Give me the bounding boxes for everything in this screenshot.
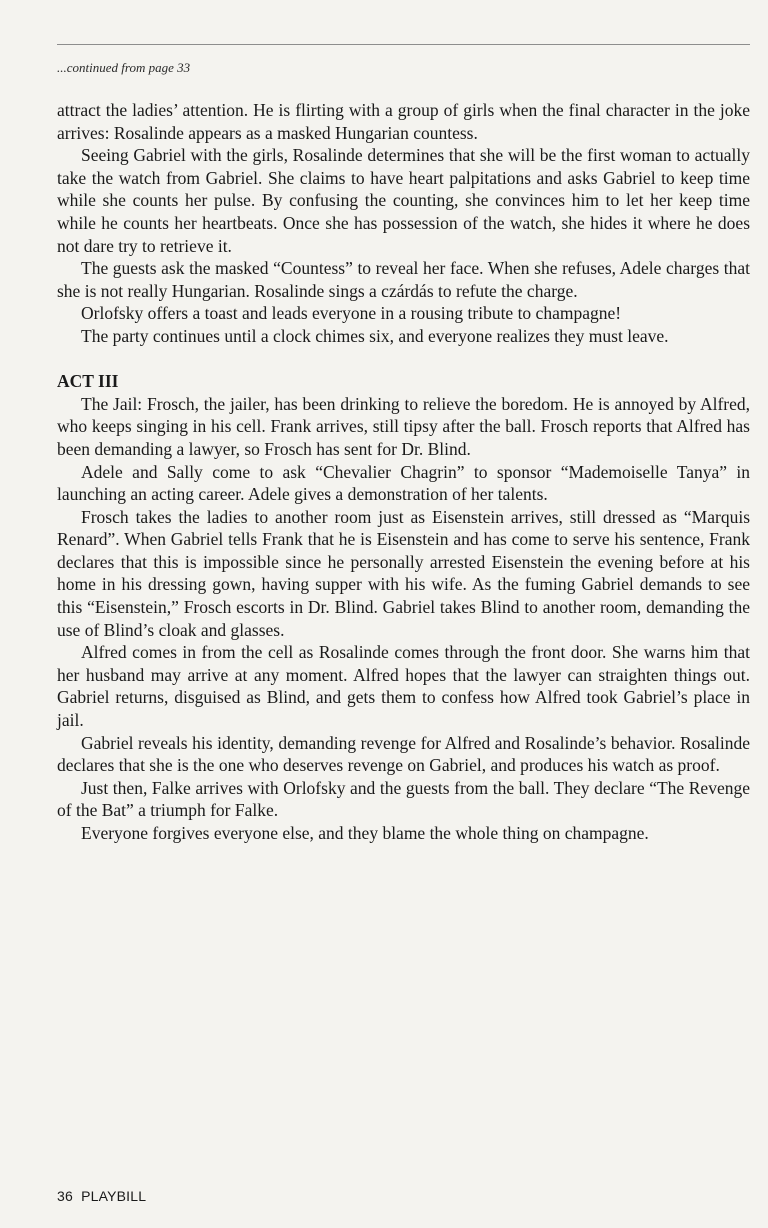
body-paragraph: Adele and Sally come to ask “Chevalier Chagrin” to sponsor “Mademoiselle Tanya” in launching an acting career. Adele gives a demonstration of her talents. [57,461,750,505]
article-body [57,99,750,845]
body-paragraph: The Jail: Frosch, the jailer, has been drinking to relieve the boredom. He is annoyed by Alfred, who keeps singing in his cell. Frank arrives, still tipsy after the ball. Frosch reports that Alfred has been demanding a lawyer, so Frosch has sent for Dr. Blind. [57,393,750,459]
publication-name: PLAYBILL [81,1188,147,1204]
act-heading: ACT III [57,371,119,392]
body-paragraph: The party continues until a clock chimes six, and everyone realizes they must leave. [81,325,669,346]
body-paragraph: Everyone forgives everyone else, and they blame the whole thing on champagne. [81,823,649,843]
body-paragraph: Orlofsky offers a toast and leads everyone in a rousing tribute to champagne! [81,303,622,324]
body-paragraph: Gabriel reveals his identity, demanding revenge for Alfred and Rosalinde’s behavior. Rosalinde declares that she is the one who deserves revenge on Gabriel, and produces his watch as proof. [57,732,750,776]
page-footer [57,1188,146,1204]
body-paragraph: Seeing Gabriel with the girls, Rosalinde determines that she will be the first woman to actually take the watch from Gabriel. She claims to have heart palpitations and asks Gabriel to keep time while she counts her pulse. By confusing the counting, she convinces him to let her keep time while he counts her heartbeats. Once she has possession of the watch, she hides it where he does not dare try to retrieve it. [57,145,750,256]
body-paragraph: Frosch takes the ladies to another room just as Eisenstein arrives, still dressed as “Marquis Renard”. When Gabriel tells Frank that he is Eisenstein and has come to serve his sentence, Frank declares that this is impossible since he personally arrested Eisenstein the evening before at his home in his dressing gown, having supper with his wife. As the fuming Gabriel demands to see this “Eisenstein,” Frosch escorts in Dr. Blind. Gabriel takes Blind to another room, demanding the use of Blind’s cloak and glasses. [57,506,750,640]
body-paragraph: Alfred comes in from the cell as Rosalinde comes through the front door. She warns him that her husband may arrive at any moment. Alfred hopes that the lawyer can straighten things out. Gabriel returns, disguised as Blind, and gets them to confess how Alfred took Gabriel’s place in jail. [57,642,750,731]
header-rule [57,44,750,45]
body-paragraph: attract the ladies’ attention. He is flirting with a group of girls when the final character in the joke arrives: Rosalinde appears as a masked Hungarian countess. [57,100,750,143]
page-number: 36 [57,1188,73,1204]
body-paragraph: The guests ask the masked “Countess” to reveal her face. When she refuses, Adele charges that she is not really Hungarian. Rosalinde sings a czárdás to refute the charge. [57,258,750,301]
body-paragraph: Just then, Falke arrives with Orlofsky and the guests from the ball. They declare “The Revenge of the Bat” a triumph for Falke. [57,777,750,821]
continued-label: ...continued from page 33 [57,60,191,75]
